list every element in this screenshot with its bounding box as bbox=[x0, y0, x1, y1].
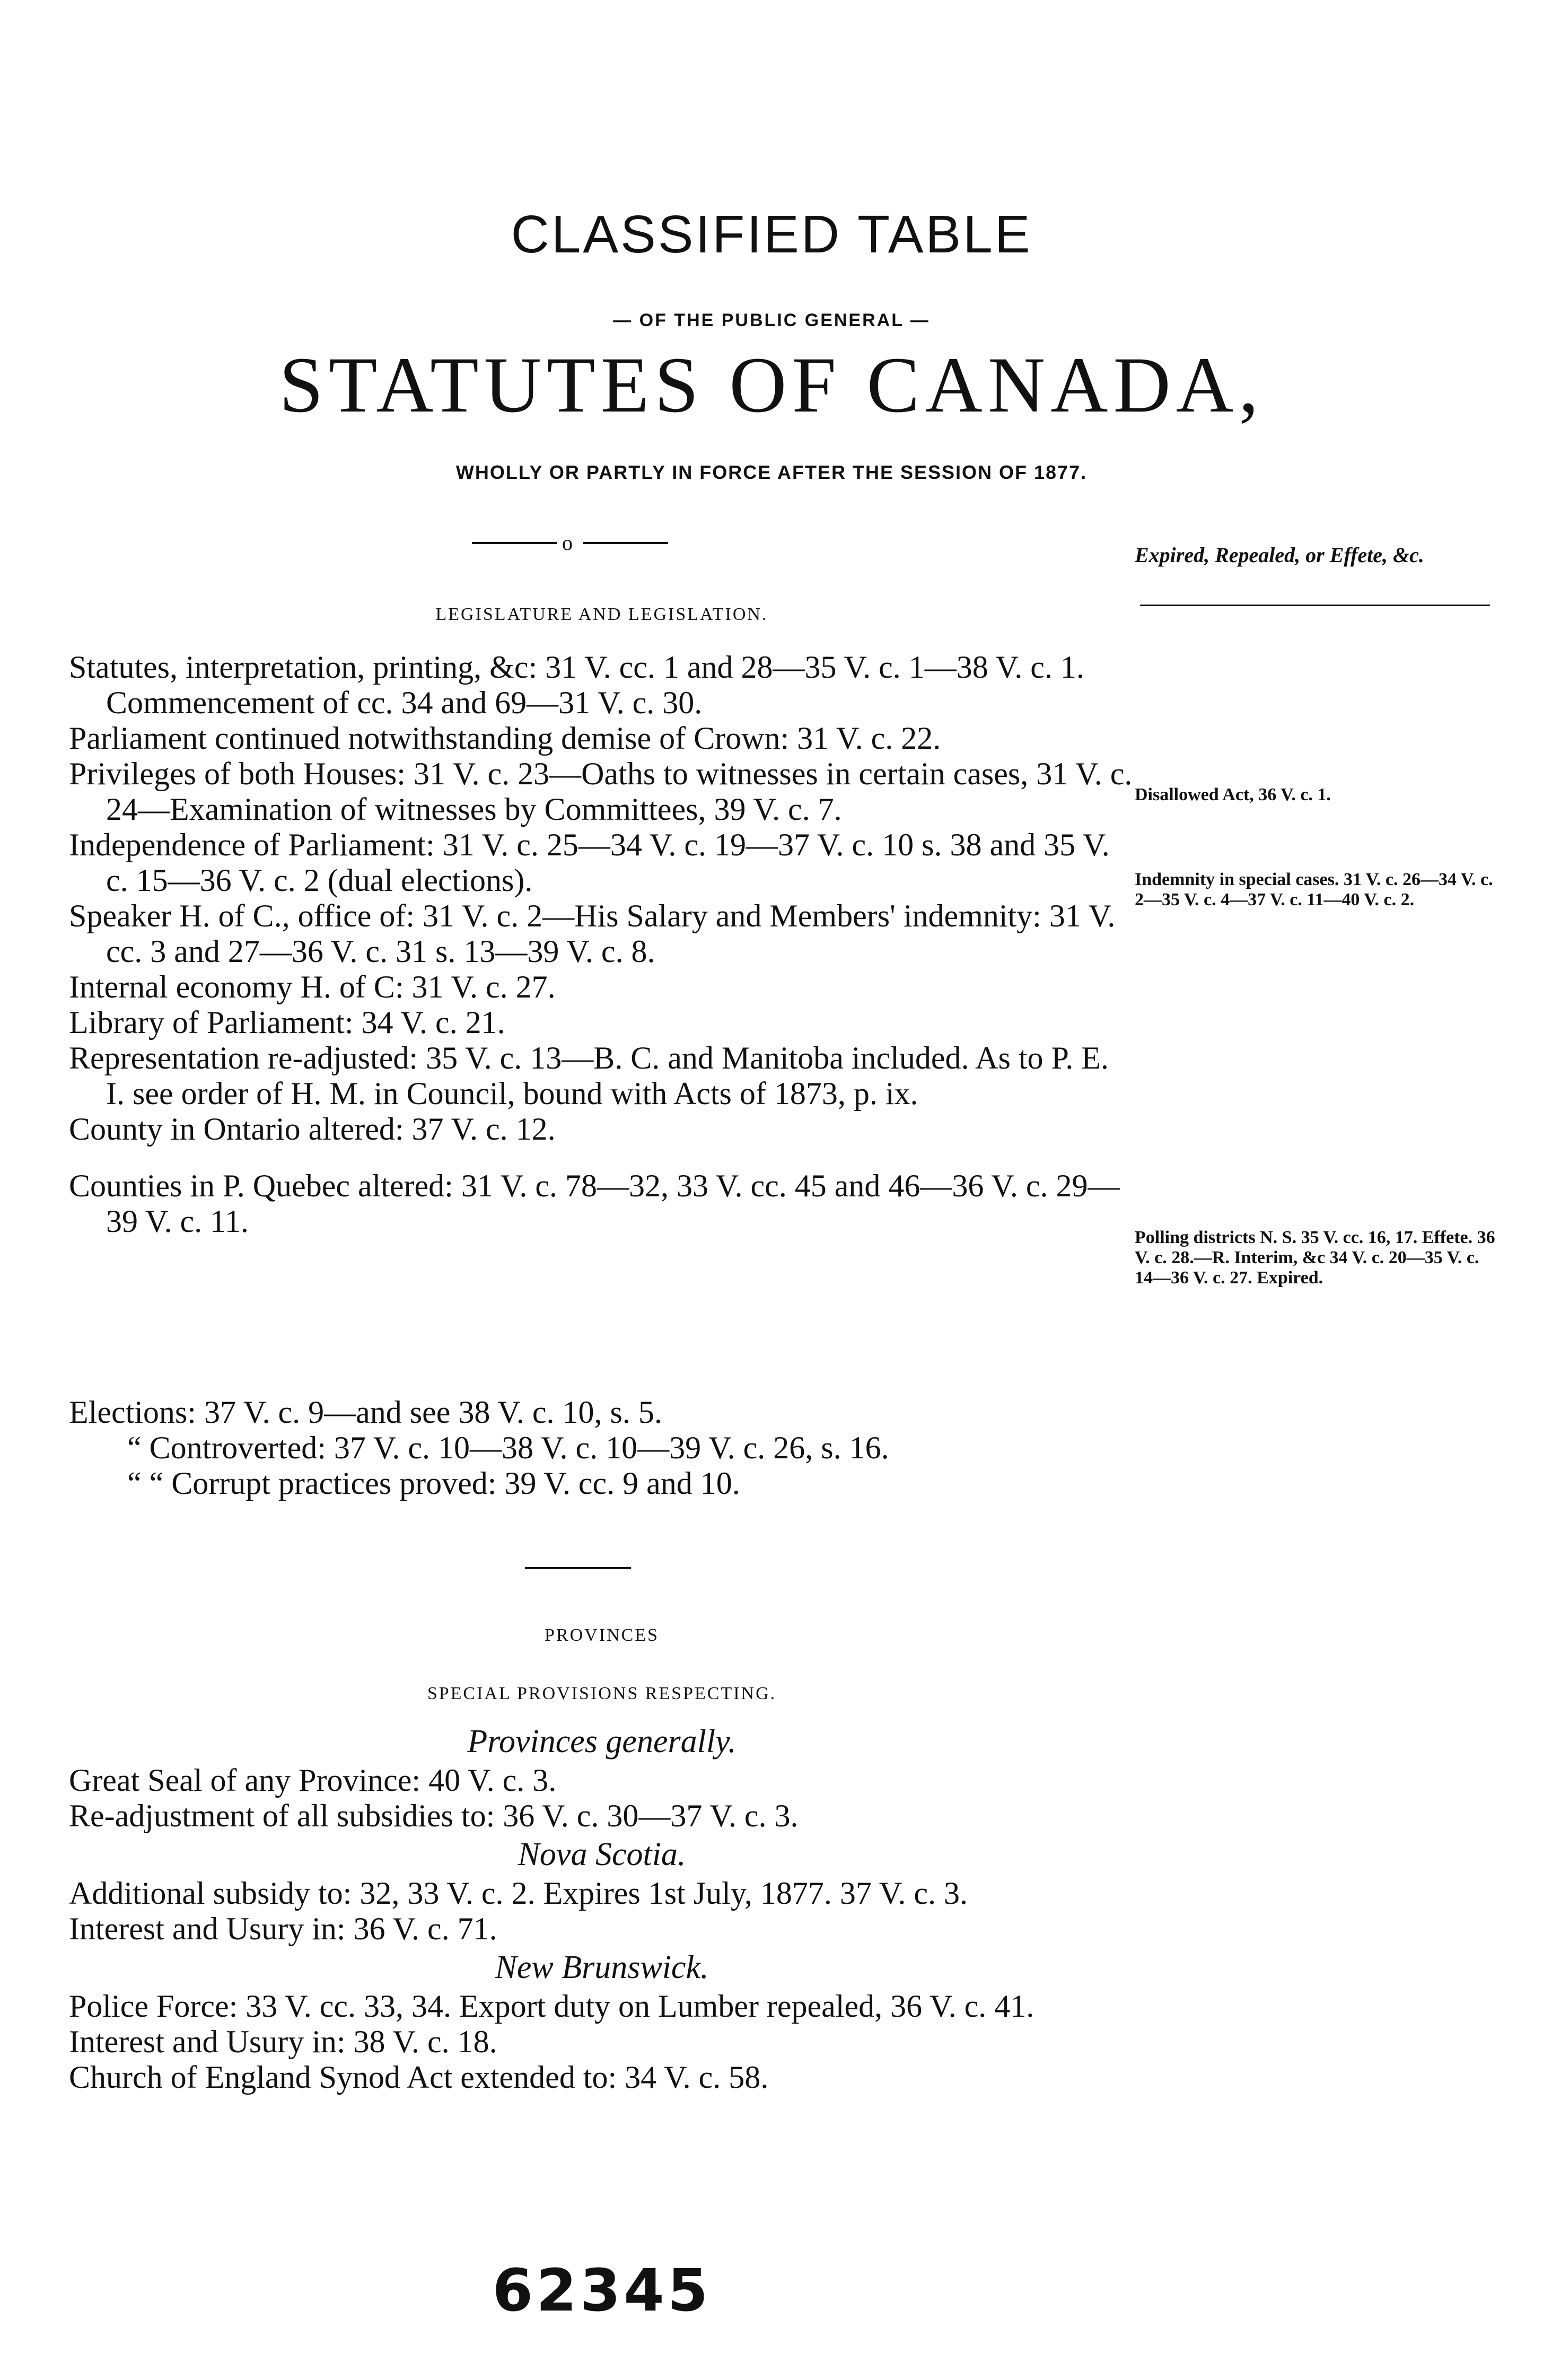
margin-note-indemnity: Indemnity in special cases. 31 V. c. 26—34 V. c. 2—35 V. c. 4—37 V. c. 11—40 V. c. 2. bbox=[1135, 870, 1493, 909]
entry-interest-usury-nb: Interest and Usury in: 38 V. c. 18. bbox=[69, 2024, 497, 2059]
title-rule-left bbox=[472, 542, 557, 544]
page-title: STATUTES OF CANADA, bbox=[279, 341, 1264, 429]
entry-additional-subsidy: Additional subsidy to: 32, 33 V. c. 2. Expires 1st July, 1877. 37 V. c. 3. bbox=[69, 1876, 968, 1911]
margin-note-polling: Polling districts N. S. 35 V. cc. 16, 17. Effete. 36 V. c. 28.—R. Interim, &c 34 V. c. 20—35 V. c. 14—36 V. c. 27. Expired. bbox=[1135, 1228, 1495, 1288]
entry-parliament-continued: Parliament continued notwithstanding demise of Crown: 31 V. c. 22. bbox=[69, 721, 941, 756]
entry-county-ontario: County in Ontario altered: 37 V. c. 12. bbox=[69, 1112, 556, 1147]
title-ornament: o bbox=[562, 531, 573, 555]
title-rule-right bbox=[583, 542, 668, 544]
section-subheading-provinces: SPECIAL PROVISIONS RESPECTING. bbox=[427, 1684, 777, 1703]
entry-representation: Representation re-adjusted: 35 V. c. 13—B. C. and Manitoba included. As to P. E. I. see order of H. M. in Council, bound with Acts of 1873, p. ix. bbox=[69, 1040, 1109, 1111]
subsection-title-provinces-generally: Provinces generally. bbox=[467, 1723, 737, 1760]
margin-column-header: Expired, Repealed, or Effete, &c. bbox=[1135, 543, 1424, 567]
legislation-entries bbox=[69, 650, 1135, 1239]
entry-police-force: Police Force: 33 V. cc. 33, 34. Export duty on Lumber repealed, 36 V. c. 41. bbox=[69, 1989, 1034, 2024]
entry-interest-usury-ns: Interest and Usury in: 36 V. c. 71. bbox=[69, 1911, 497, 1946]
entry-speaker: Speaker H. of C., office of: 31 V. c. 2—His Salary and Members' indemnity: 31 V. cc. 3 and 27—36 V. c. 31 s. 13—39 V. c. 8. bbox=[69, 898, 1116, 969]
provinces-entries bbox=[69, 1721, 1135, 2095]
entry-corrupt-practices: “ “ Corrupt practices proved: 39 V. cc. 9 and 10. bbox=[127, 1466, 740, 1501]
elections-entries bbox=[69, 1395, 1135, 1501]
section-heading-legislation: LEGISLATURE AND LEGISLATION. bbox=[435, 605, 768, 624]
entry-library: Library of Parliament: 34 V. c. 21. bbox=[69, 1005, 505, 1040]
entry-elections: Elections: 37 V. c. 9—and see 38 V. c. 10, s. 5. bbox=[69, 1395, 662, 1430]
entry-privileges: Privileges of both Houses: 31 V. c. 23—Oaths to witnesses in certain cases, 31 V. c. 24—Examination of witnesses by Committees, 39 V. c. 7. bbox=[69, 756, 1133, 827]
entry-statutes: Statutes, interpretation, printing, &c: 31 V. cc. 1 and 28—35 V. c. 1—38 V. c. 1. Commencement of cc. 34 and 69—31 V. c. 30. bbox=[69, 650, 1084, 720]
provinces-rule bbox=[525, 1567, 631, 1569]
entry-internal-economy: Internal economy H. of C: 31 V. c. 27. bbox=[69, 969, 556, 1004]
subsection-title-nova-scotia: Nova Scotia. bbox=[518, 1836, 686, 1872]
title-line-1: CLASSIFIED TABLE bbox=[511, 205, 1032, 264]
entry-church-synod: Church of England Synod Act extended to: 34 V. c. 58. bbox=[69, 2060, 769, 2095]
entry-counties-quebec: Counties in P. Quebec altered: 31 V. c. 78—32, 33 V. cc. 45 and 46—36 V. c. 29—39 V. c. 11. bbox=[69, 1168, 1120, 1239]
margin-note-disallowed: Disallowed Act, 36 V. c. 1. bbox=[1135, 785, 1331, 804]
section-heading-provinces: PROVINCES bbox=[545, 1625, 659, 1645]
entry-independence: Independence of Parliament: 31 V. c. 25—34 V. c. 19—37 V. c. 10 s. 38 and 35 V. c. 15—36 V. c. 2 (dual elections). bbox=[69, 827, 1110, 898]
subsection-title-new-brunswick: New Brunswick. bbox=[495, 1949, 709, 1985]
entry-readjustment: Re-adjustment of all subsidies to: 36 V. c. 30—37 V. c. 3. bbox=[69, 1798, 799, 1833]
entry-controverted: “ Controverted: 37 V. c. 10—38 V. c. 10—39 V. c. 26, s. 16. bbox=[127, 1430, 889, 1465]
title-line-2: — OF THE PUBLIC GENERAL — bbox=[613, 310, 930, 330]
entry-great-seal: Great Seal of any Province: 40 V. c. 3. bbox=[69, 1763, 557, 1798]
page-number: 62345 bbox=[492, 2256, 712, 2324]
title-subtitle: WHOLLY OR PARTLY IN FORCE AFTER THE SESSION OF 1877. bbox=[455, 461, 1088, 483]
